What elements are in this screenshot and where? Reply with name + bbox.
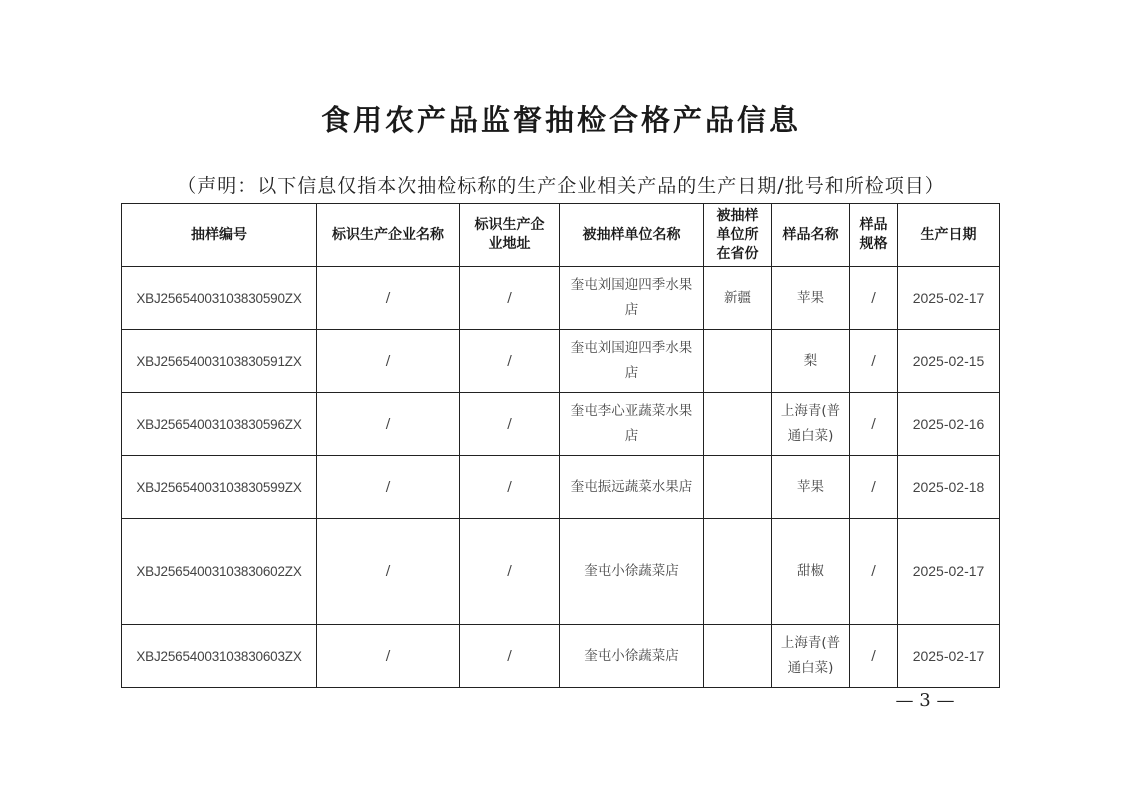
cell-producer-address: / bbox=[460, 456, 560, 519]
cell-producer-name: / bbox=[317, 625, 460, 688]
cell-production-date: 2025-02-17 bbox=[898, 625, 1000, 688]
cell-sample-name: 梨 bbox=[772, 330, 850, 393]
cell-sampled-unit: 奎屯刘国迎四季水果店 bbox=[560, 267, 704, 330]
cell-province bbox=[704, 456, 772, 519]
page-number: — 3 — bbox=[895, 690, 955, 711]
cell-sample-no: XBJ25654003103830599ZX bbox=[122, 456, 317, 519]
cell-sample-name: 上海青(普通白菜) bbox=[772, 625, 850, 688]
cell-production-date: 2025-02-17 bbox=[898, 267, 1000, 330]
cell-sample-name: 上海青(普通白菜) bbox=[772, 393, 850, 456]
header-sample-name: 样品名称 bbox=[772, 204, 850, 267]
cell-sample-no: XBJ25654003103830602ZX bbox=[122, 519, 317, 625]
cell-province bbox=[704, 330, 772, 393]
table-row bbox=[122, 519, 1000, 625]
table-row bbox=[122, 330, 1000, 393]
table-row bbox=[122, 267, 1000, 330]
cell-spec: / bbox=[850, 519, 898, 625]
cell-producer-name: / bbox=[317, 330, 460, 393]
header-sampled-unit: 被抽样单位名称 bbox=[560, 204, 704, 267]
cell-province bbox=[704, 519, 772, 625]
header-spec: 样品规格 bbox=[850, 204, 898, 267]
cell-spec: / bbox=[850, 456, 898, 519]
header-sample-no: 抽样编号 bbox=[122, 204, 317, 267]
cell-production-date: 2025-02-15 bbox=[898, 330, 1000, 393]
table-row bbox=[122, 456, 1000, 519]
cell-spec: / bbox=[850, 267, 898, 330]
document-title: 食用农产品监督抽检合格产品信息 bbox=[320, 103, 801, 137]
cell-producer-address: / bbox=[460, 267, 560, 330]
table-row bbox=[122, 625, 1000, 688]
cell-sample-no: XBJ25654003103830591ZX bbox=[122, 330, 317, 393]
cell-sample-name: 苹果 bbox=[772, 267, 850, 330]
cell-sample-no: XBJ25654003103830590ZX bbox=[122, 267, 317, 330]
cell-sample-name: 苹果 bbox=[772, 456, 850, 519]
cell-spec: / bbox=[850, 393, 898, 456]
inspection-table bbox=[121, 203, 1000, 688]
cell-sample-no: XBJ25654003103830596ZX bbox=[122, 393, 317, 456]
cell-producer-name: / bbox=[317, 267, 460, 330]
cell-sampled-unit: 奎屯刘国迎四季水果店 bbox=[560, 330, 704, 393]
cell-sampled-unit: 奎屯李心亚蔬菜水果店 bbox=[560, 393, 704, 456]
header-producer-name: 标识生产企业名称 bbox=[317, 204, 460, 267]
cell-producer-name: / bbox=[317, 456, 460, 519]
header-production-date: 生产日期 bbox=[898, 204, 1000, 267]
cell-province bbox=[704, 393, 772, 456]
table-header-row bbox=[122, 204, 1000, 267]
cell-producer-address: / bbox=[460, 330, 560, 393]
cell-producer-name: / bbox=[317, 393, 460, 456]
cell-producer-name: / bbox=[317, 519, 460, 625]
cell-sampled-unit: 奎屯小徐蔬菜店 bbox=[560, 519, 704, 625]
cell-province: 新疆 bbox=[704, 267, 772, 330]
cell-sampled-unit: 奎屯振远蔬菜水果店 bbox=[560, 456, 704, 519]
header-province: 被抽样单位所在省份 bbox=[704, 204, 772, 267]
cell-production-date: 2025-02-18 bbox=[898, 456, 1000, 519]
cell-producer-address: / bbox=[460, 625, 560, 688]
cell-producer-address: / bbox=[460, 393, 560, 456]
document-statement: （声明：以下信息仅指本次抽检标称的生产企业相关产品的生产日期/批号和所检项目） bbox=[177, 175, 945, 197]
cell-province bbox=[704, 625, 772, 688]
cell-production-date: 2025-02-16 bbox=[898, 393, 1000, 456]
cell-spec: / bbox=[850, 330, 898, 393]
cell-producer-address: / bbox=[460, 519, 560, 625]
cell-spec: / bbox=[850, 625, 898, 688]
cell-sampled-unit: 奎屯小徐蔬菜店 bbox=[560, 625, 704, 688]
cell-sample-name: 甜椒 bbox=[772, 519, 850, 625]
cell-sample-no: XBJ25654003103830603ZX bbox=[122, 625, 317, 688]
table-row bbox=[122, 393, 1000, 456]
header-producer-address: 标识生产企业地址 bbox=[460, 204, 560, 267]
cell-production-date: 2025-02-17 bbox=[898, 519, 1000, 625]
